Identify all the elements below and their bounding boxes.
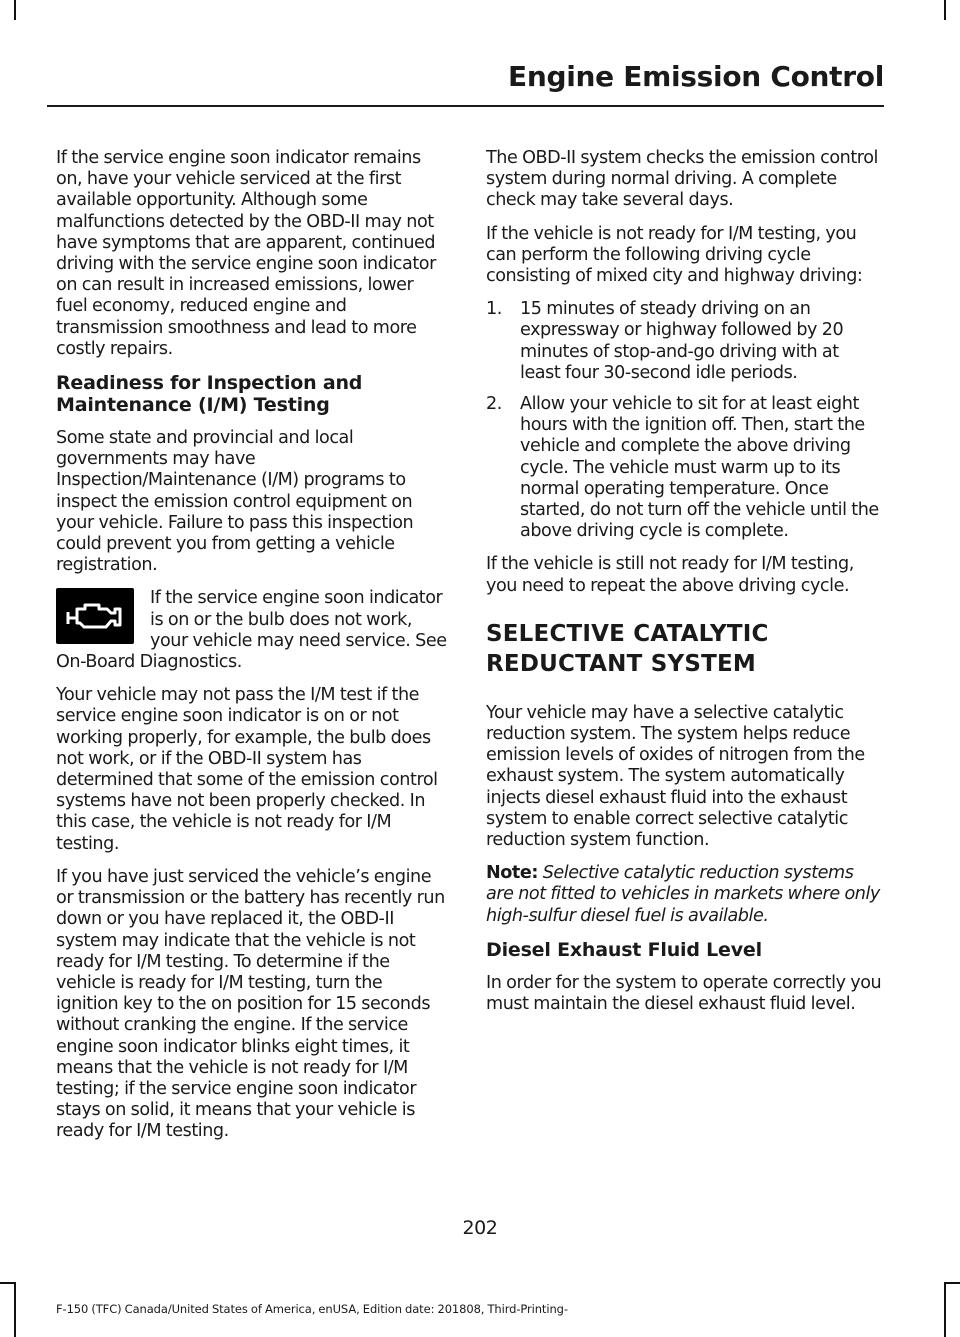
section-heading-line-2: REDUCTANT SYSTEM	[486, 650, 756, 677]
paragraph-scr-description: Your vehicle may have a selective catalytic reduction system. The system helps reduce emission levels of oxides of nitrogen from the exhaust system. The system automatically injects diesel exhaust fluid into the exhaust system to enable correct selective catalytic reduction system function.	[486, 702, 865, 851]
list-item-text: 15 minutes of steady driving on an expressway or highway followed by 20 minutes of stop-and-go driving with at least four 30-second idle periods.	[520, 299, 844, 383]
note-paragraph	[486, 863, 882, 927]
list-item	[486, 394, 882, 542]
paragraph-service-indicator: If the service engine soon indicator remains on, have your vehicle serviced at the first available opportunity. Although some malfunctions detected by the OBD-II may not have symptoms that are apparent, continued driving with the service engine soon indicator on can result in increased emissions, lower fuel economy, reduced engine and transmission smoothness and lead to more costly repairs.	[56, 148, 436, 359]
list-item	[486, 299, 882, 384]
paragraph-indicator-on: If the service engine soon indicator is on or the bulb does not work, your vehicle may need service. See On-Board Diagnostics.	[56, 588, 447, 673]
note-text: Selective catalytic reduction systems are not fitted to vehicles in markets where only high-sulfur diesel fuel is available.	[486, 863, 880, 926]
crop-mark-bottom-right-h	[944, 1282, 960, 1284]
page-title: Engine Emission Control	[508, 60, 884, 93]
engine-icon	[56, 588, 134, 644]
paragraph-just-serviced: If you have just serviced the vehicle’s engine or transmission or the battery has recently run down or you have replaced it, the OBD-II system may indicate that the vehicle is not ready for I/M testing. To determine if the vehicle is ready for I/M testing, turn the ignition key to the on position for 15 seconds without cranking the engine. If the service engine soon indicator blinks eight times, it means that the vehicle is not ready for I/M testing; if the service engine soon indicator stays on solid, it means that your vehicle is ready for I/M testing.	[56, 866, 445, 1142]
section-heading-line-1: SELECTIVE CATALYTIC	[486, 620, 769, 647]
heading-def-level: Diesel Exhaust Fluid Level	[486, 938, 762, 961]
paragraph-def-maintain: In order for the system to operate correctly you must maintain the diesel exhaust fluid level.	[486, 972, 882, 1015]
crop-mark-bottom-right-v	[944, 1282, 946, 1337]
section-heading-scr	[486, 619, 882, 679]
crop-mark-bottom-left-v	[14, 1282, 16, 1337]
page-number: 202	[462, 1217, 498, 1239]
list-item-text: Allow your vehicle to sit for at least eight hours with the ignition off. Then, start the vehicle and complete the above driving cycle. The vehicle must warm up to its normal operating temperature. Once started, do not turn off the vehicle until the above driving cycle is complete.	[520, 394, 879, 542]
heading-readiness: Readiness for Inspection and Maintenance (I/M) Testing	[56, 372, 363, 417]
paragraph-driving-cycle-intro: If the vehicle is not ready for I/M testing, you can perform the following driving cycle consisting of mixed city and highway driving:	[486, 223, 863, 287]
header-divider	[47, 105, 884, 107]
list-item-number: 1.	[486, 299, 502, 320]
left-column	[56, 148, 449, 1155]
footer-edition: F-150 (TFC) Canada/United States of America, enUSA, Edition date: 201808, Third-Printing-	[56, 1302, 568, 1316]
paragraph-repeat-cycle: If the vehicle is still not ready for I/M testing, you need to repeat the above driving cycle.	[486, 554, 854, 596]
crop-mark-top-left-v	[14, 0, 16, 20]
paragraph-obd-checks: The OBD-II system checks the emission control system during normal driving. A complete check may take several days.	[486, 148, 878, 211]
right-column	[486, 148, 882, 1027]
paragraph-may-not-pass: Your vehicle may not pass the I/M test if the service engine soon indicator is on or not working properly, for example, the bulb does not work, or if the OBD-II system has determined that some of the emission control systems have not been properly checked. In this case, the vehicle is not ready for I/M testing.	[56, 685, 438, 854]
list-item-number: 2.	[486, 394, 502, 415]
crop-mark-bottom-left-h	[0, 1282, 16, 1284]
crop-mark-top-right-v	[944, 0, 946, 20]
note-label: Note:	[486, 863, 538, 884]
paragraph-im-programs: Some state and provincial and local governments may have Inspection/Maintenance (I/M) programs to inspect the emission control equipment on your vehicle. Failure to pass this inspection could prevent you from getting a vehicle registration.	[56, 428, 414, 576]
driving-cycle-list	[486, 299, 882, 542]
icon-paragraph	[56, 588, 449, 685]
